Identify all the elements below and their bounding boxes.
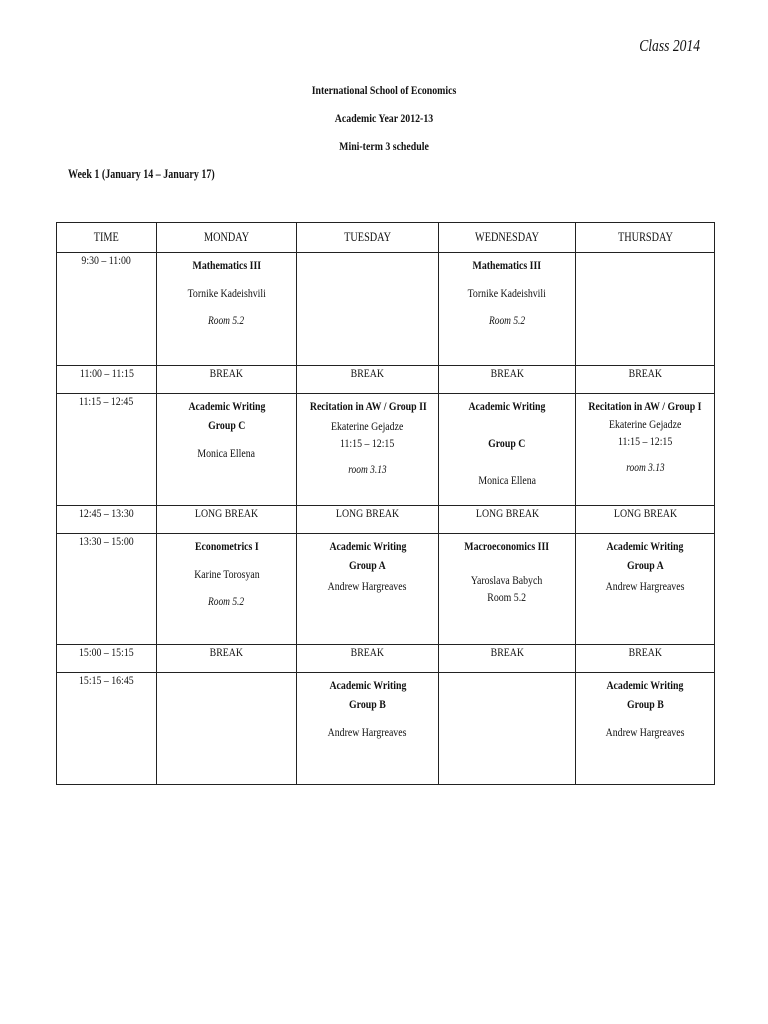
table-row <box>57 366 715 394</box>
table-row <box>57 534 715 645</box>
time-cell: 15:15 – 16:45 <box>57 673 157 785</box>
header-monday: MONDAY <box>157 223 297 253</box>
table-row <box>57 645 715 673</box>
break-cell: LONG BREAK <box>297 506 439 534</box>
wednesday-cell: Mathematics III Tornike Kadeishvili Room 5.2 <box>439 253 576 366</box>
monday-cell: Academic Writing Group C Monica Ellena <box>157 394 297 506</box>
break-cell: BREAK <box>576 366 715 394</box>
monday-cell: Econometrics I Karine Torosyan Room 5.2 <box>157 534 297 645</box>
tuesday-cell: Academic Writing Group B Andrew Hargreaves <box>297 673 439 785</box>
wednesday-cell: Macroeconomics III Yaroslava Babych Room 5.2 <box>439 534 576 645</box>
break-cell: BREAK <box>576 645 715 673</box>
header-wednesday: WEDNESDAY <box>439 223 576 253</box>
monday-cell: Mathematics III Tornike Kadeishvili Room 5.2 <box>157 253 297 366</box>
thursday-cell: Academic Writing Group A Andrew Hargreaves <box>576 534 715 645</box>
break-cell: BREAK <box>439 645 576 673</box>
week-label: Week 1 (January 14 – January 17) <box>68 167 215 181</box>
break-cell: BREAK <box>439 366 576 394</box>
break-cell: BREAK <box>297 645 439 673</box>
thursday-cell: Recitation in AW / Group I Ekaterine Gejadze 11:15 – 12:15 room 3.13 <box>576 394 715 506</box>
document-header <box>0 82 768 166</box>
header-thursday: THURSDAY <box>576 223 715 253</box>
class-label: Class 2014 <box>639 36 700 55</box>
table-row <box>57 673 715 785</box>
header-tuesday: TUESDAY <box>297 223 439 253</box>
break-cell: LONG BREAK <box>576 506 715 534</box>
wednesday-cell: Academic Writing Group C Monica Ellena <box>439 394 576 506</box>
term-title: Mini-term 3 schedule <box>339 139 429 153</box>
table-row <box>57 506 715 534</box>
time-cell: 9:30 – 11:00 <box>57 253 157 366</box>
monday-cell <box>157 673 297 785</box>
table-row <box>57 394 715 506</box>
time-cell: 11:15 – 12:45 <box>57 394 157 506</box>
time-cell: 13:30 – 15:00 <box>57 534 157 645</box>
wednesday-cell <box>439 673 576 785</box>
break-cell: BREAK <box>157 366 297 394</box>
time-cell: 11:00 – 11:15 <box>57 366 157 394</box>
tuesday-cell: Recitation in AW / Group II Ekaterine Gejadze 11:15 – 12:15 room 3.13 <box>297 394 439 506</box>
thursday-cell <box>576 253 715 366</box>
break-cell: LONG BREAK <box>439 506 576 534</box>
table-row <box>57 253 715 366</box>
school-name: International School of Economics <box>311 83 457 97</box>
break-cell: BREAK <box>157 645 297 673</box>
tuesday-cell <box>297 253 439 366</box>
header-time: TIME <box>57 223 157 253</box>
schedule-table <box>56 222 715 785</box>
time-cell: 15:00 – 15:15 <box>57 645 157 673</box>
break-cell: LONG BREAK <box>157 506 297 534</box>
tuesday-cell: Academic Writing Group A Andrew Hargreaves <box>297 534 439 645</box>
thursday-cell: Academic Writing Group B Andrew Hargreaves <box>576 673 715 785</box>
break-cell: BREAK <box>297 366 439 394</box>
time-cell: 12:45 – 13:30 <box>57 506 157 534</box>
academic-year: Academic Year 2012-13 <box>334 111 434 125</box>
table-header-row <box>57 223 715 253</box>
